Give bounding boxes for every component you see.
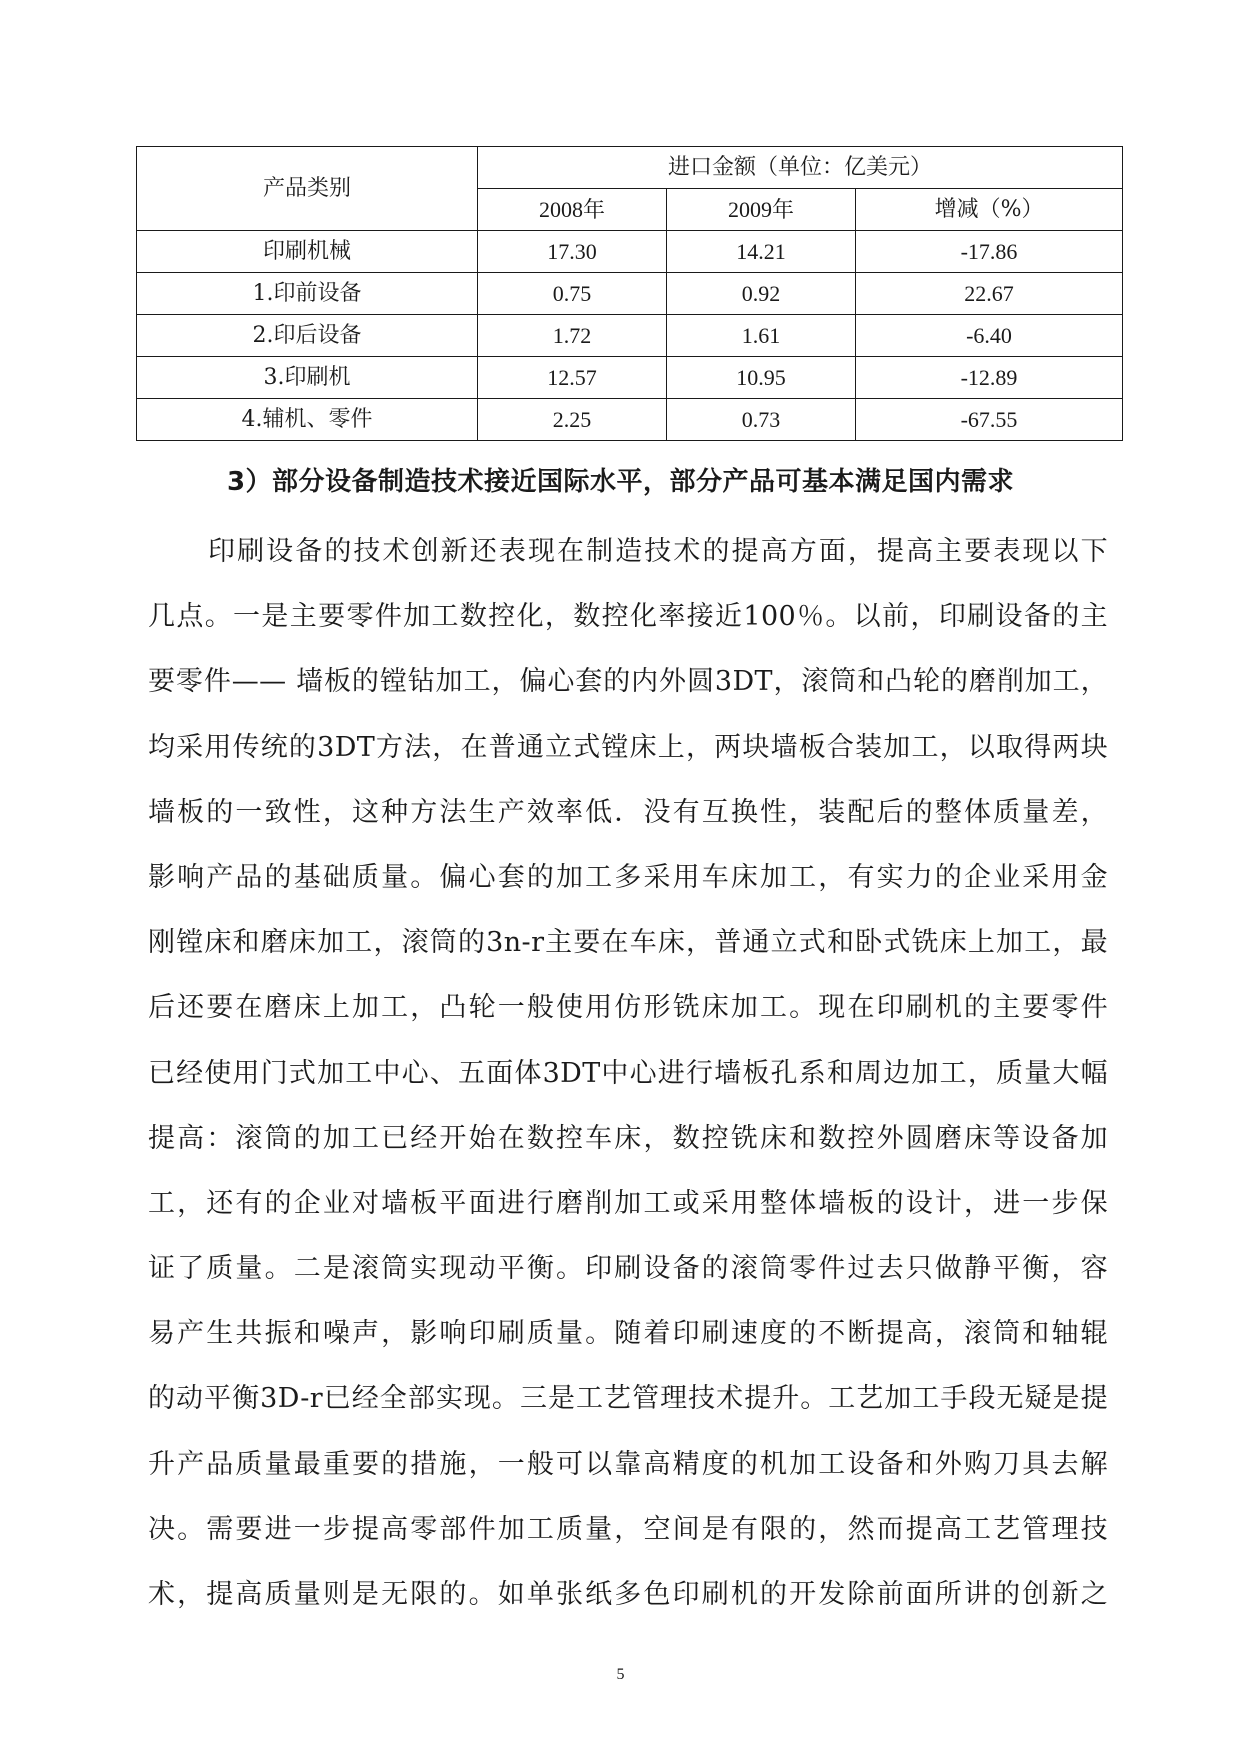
cell-category: 印刷机械 (137, 231, 478, 273)
body-line: 提高：滚筒的加工已经开始在数控车床，数控铣床和数控外圆磨床等设备加 (148, 1122, 1108, 1154)
cell-2008: 1.72 (478, 315, 667, 357)
body-line: 后还要在磨床上加工，凸轮一般使用仿形铣床加工。现在印刷机的主要零件 (148, 992, 1108, 1024)
table-row (137, 315, 1123, 357)
body-line: 工，还有的企业对墙板平面进行磨削加工或采用整体墙板的设计，进一步保 (148, 1187, 1108, 1219)
body-line: 升产品质量最重要的措施，一般可以靠高精度的机加工设备和外购刀具去解 (148, 1448, 1108, 1480)
cell-change: -6.40 (856, 315, 1123, 357)
cell-2009: 14.21 (667, 231, 856, 273)
cell-2008: 12.57 (478, 357, 667, 399)
body-line: 已经使用门式加工中心、五面体3DT中心进行墙板孔系和周边加工，质量大幅 (148, 1057, 1108, 1089)
cell-category: 4.辅机、零件 (137, 399, 478, 441)
body-line: 影响产品的基础质量。偏心套的加工多采用车床加工，有实力的企业采用金 (148, 861, 1108, 893)
body-line: 易产生共振和噪声，影响印刷质量。随着印刷速度的不断提高，滚筒和轴辊 (148, 1318, 1108, 1350)
body-line: 的动平衡3D-r已经全部实现。三是工艺管理技术提升。工艺加工手段无疑是提 (148, 1383, 1108, 1415)
cell-2008: 0.75 (478, 273, 667, 315)
body-line: 术，提高质量则是无限的。如单张纸多色印刷机的开发除前面所讲的创新之 (148, 1579, 1108, 1610)
page-number: 5 (616, 1666, 625, 1683)
table-row (137, 357, 1123, 399)
cell-2009: 10.95 (667, 357, 856, 399)
table-row (137, 273, 1123, 315)
import-amount-table (136, 146, 1123, 441)
cell-category: 3.印刷机 (137, 357, 478, 399)
cell-change: -12.89 (856, 357, 1123, 399)
section-heading: 3）部分设备制造技术接近国际水平，部分产品可基本满足国内需求 (226, 467, 1015, 497)
table-row (137, 231, 1123, 273)
cell-2009: 1.61 (667, 315, 856, 357)
header-import-amount: 进口金额（单位：亿美元） (478, 147, 1123, 189)
cell-change: 22.67 (856, 273, 1123, 315)
header-year-2009: 2009年 (667, 189, 856, 231)
cell-category: 1.印前设备 (137, 273, 478, 315)
body-line: 几点。一是主要零件加工数控化，数控化率接近100％。以前，印刷设备的主 (148, 601, 1108, 633)
cell-2008: 17.30 (478, 231, 667, 273)
body-line: 刚镗床和磨床加工，滚筒的3n-r主要在车床，普通立式和卧式铣床上加工，最 (148, 927, 1108, 959)
body-paragraph (148, 519, 1108, 1627)
header-year-2008: 2008年 (478, 189, 667, 231)
body-line: 要零件—— 墙板的镗钻加工，偏心套的内外圆3DT，滚筒和凸轮的磨削加工， (148, 666, 1108, 698)
cell-category: 2.印后设备 (137, 315, 478, 357)
cell-2008: 2.25 (478, 399, 667, 441)
body-line: 墙板的一致性，这种方法生产效率低．没有互换性，装配后的整体质量差， (148, 796, 1108, 828)
body-line: 证了质量。二是滚筒实现动平衡。印刷设备的滚筒零件过去只做静平衡，容 (148, 1253, 1108, 1285)
table-row (137, 399, 1123, 441)
cell-2009: 0.73 (667, 399, 856, 441)
cell-change: -17.86 (856, 231, 1123, 273)
cell-2009: 0.92 (667, 273, 856, 315)
body-line: 均采用传统的3DT方法，在普通立式镗床上，两块墙板合装加工，以取得两块 (148, 731, 1108, 763)
body-line: 印刷设备的技术创新还表现在制造技术的提高方面，提高主要表现以下 (208, 536, 1108, 567)
header-change-percent: 增减（%） (856, 189, 1123, 231)
header-product-category: 产品类别 (137, 147, 478, 231)
table-header-row (137, 147, 1123, 189)
cell-change: -67.55 (856, 399, 1123, 441)
body-line: 决。需要进一步提高零部件加工质量，空间是有限的，然而提高工艺管理技 (148, 1513, 1108, 1545)
